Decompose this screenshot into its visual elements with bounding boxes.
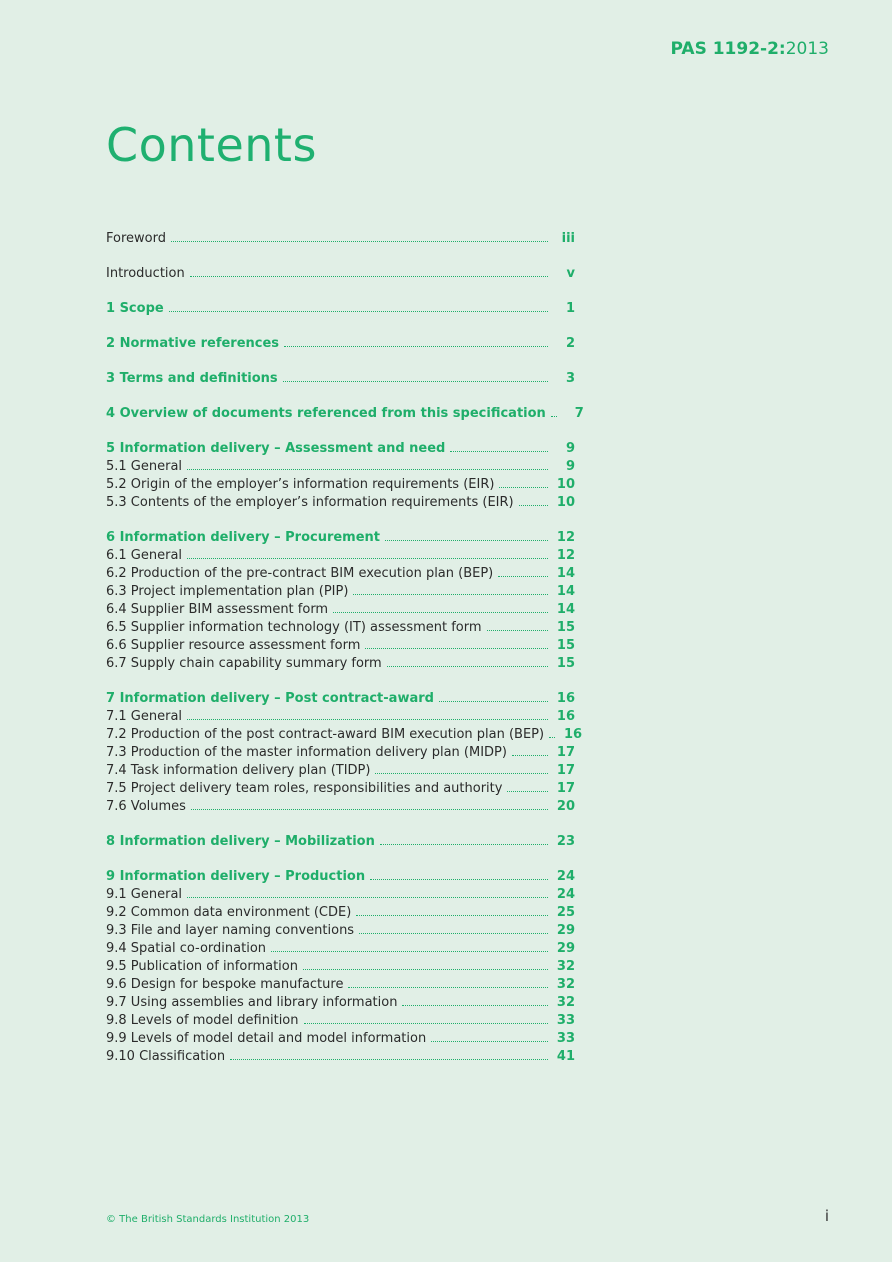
toc-entry-label: Foreword <box>106 231 166 246</box>
toc-entry-label: 5 Information delivery – Assessment and need <box>106 441 446 456</box>
toc-entry[interactable] <box>106 762 575 780</box>
toc-entry-page: 17 <box>556 745 575 760</box>
toc-entry-label: 6.7 Supply chain capability summary form <box>106 656 382 671</box>
toc-entry[interactable] <box>106 780 575 798</box>
toc-entry-label: 5.1 General <box>106 459 183 474</box>
toc-entry-label: 6 Information delivery – Procurement <box>106 530 381 545</box>
toc-entry[interactable] <box>106 1048 575 1066</box>
toc-entry-page: 2 <box>565 336 575 351</box>
toc-entry-page: 32 <box>556 995 575 1010</box>
toc-entry-label: 7.5 Project delivery team roles, responsibilities and authority <box>106 781 503 796</box>
toc-entry-page: 17 <box>556 781 575 796</box>
toc-entry-label: 1 Scope <box>106 301 164 316</box>
toc-section <box>106 690 583 816</box>
toc-entry-label: 9.4 Spatial co-ordination <box>106 941 267 956</box>
toc-entry-label: 9.3 File and layer naming conventions <box>106 923 355 938</box>
toc-entry-label: 7.4 Task information delivery plan (TIDP) <box>106 763 371 778</box>
toc-entry[interactable] <box>106 940 575 958</box>
toc-entry-page: iii <box>561 231 575 246</box>
toc-section <box>106 335 575 353</box>
dot-leader <box>387 665 548 667</box>
toc-entry-page: 25 <box>556 905 575 920</box>
toc-entry-page: 17 <box>556 763 575 778</box>
toc-entry-label: 6.6 Supplier resource assessment form <box>106 638 361 653</box>
toc-entry[interactable] <box>106 637 575 655</box>
toc-entry-page: 32 <box>556 959 575 974</box>
toc-entry-label: 7.2 Production of the post contract-award BIM execution plan (BEP) <box>106 727 545 742</box>
toc-entry-page: 33 <box>556 1031 575 1046</box>
toc-entry-page: 16 <box>564 727 583 742</box>
toc-entry[interactable] <box>106 565 575 583</box>
toc-entry-page: 10 <box>556 495 575 510</box>
toc-entry-page: 1 <box>565 301 575 316</box>
toc-entry-label: 2 Normative references <box>106 336 280 351</box>
toc-entry-label: 9.10 Classification <box>106 1049 226 1064</box>
dot-leader <box>304 1022 549 1024</box>
toc-section <box>106 405 584 423</box>
dot-leader <box>499 486 548 488</box>
toc-entry[interactable] <box>106 744 575 762</box>
dot-leader <box>402 1004 548 1006</box>
toc-entry-label: 9.2 Common data environment (CDE) <box>106 905 352 920</box>
dot-leader <box>356 914 548 916</box>
toc-entry[interactable] <box>106 922 575 940</box>
toc-entry-page: 15 <box>556 638 575 653</box>
toc-entry-page: 16 <box>556 709 575 724</box>
page-title: Contents <box>106 118 317 172</box>
toc-entry-label: 5.3 Contents of the employer’s information requirements (EIR) <box>106 495 514 510</box>
toc-entry[interactable] <box>106 619 575 637</box>
toc-entry-page: 23 <box>556 834 575 849</box>
toc-entry-page: 20 <box>556 799 575 814</box>
toc-entry[interactable] <box>106 886 575 904</box>
toc-entry-label: 9.7 Using assemblies and library information <box>106 995 398 1010</box>
toc-entry-label: 7.6 Volumes <box>106 799 186 814</box>
toc-entry-label: 5.2 Origin of the employer’s information requirements (EIR) <box>106 477 495 492</box>
dot-leader <box>431 1040 548 1042</box>
toc-entry[interactable] <box>106 1012 575 1030</box>
toc-entry[interactable] <box>106 976 575 994</box>
toc-entry-label: 6.5 Supplier information technology (IT) assessment form <box>106 620 482 635</box>
toc-entry-label: 3 Terms and definitions <box>106 371 278 386</box>
toc-entry-label: 6.2 Production of the pre-contract BIM execution plan (BEP) <box>106 566 494 581</box>
toc-entry-label: 9.6 Design for bespoke manufacture <box>106 977 344 992</box>
toc-entry-page: 33 <box>556 1013 575 1028</box>
toc-heading-entry[interactable] <box>106 405 584 423</box>
dot-leader <box>284 345 548 347</box>
toc-entry[interactable] <box>106 994 575 1012</box>
toc-entry-label: 9.9 Levels of model detail and model information <box>106 1031 427 1046</box>
dot-leader <box>303 968 548 970</box>
dot-leader <box>187 718 548 720</box>
document-code-number: PAS 1192-2: <box>670 39 786 59</box>
dot-leader <box>187 557 548 559</box>
toc-entry-page: 12 <box>556 530 575 545</box>
toc-entry-label: 6.1 General <box>106 548 183 563</box>
toc-entry[interactable] <box>106 726 583 744</box>
toc-section <box>106 230 575 248</box>
dot-leader <box>507 790 548 792</box>
toc-entry[interactable] <box>106 601 575 619</box>
toc-entry-page: 15 <box>556 656 575 671</box>
dot-leader <box>187 896 548 898</box>
dot-leader <box>498 575 548 577</box>
toc-entry-label: 7.1 General <box>106 709 183 724</box>
toc-entry-label: 7 Information delivery – Post contract-award <box>106 691 434 706</box>
toc-entry-label: 6.3 Project implementation plan (PIP) <box>106 584 349 599</box>
dot-leader <box>439 700 548 702</box>
dot-leader <box>333 611 548 613</box>
toc-section <box>106 833 575 851</box>
toc-entry-page: 15 <box>556 620 575 635</box>
toc-section <box>106 300 575 318</box>
dot-leader <box>370 878 548 880</box>
toc-entry[interactable] <box>106 547 575 565</box>
dot-leader <box>283 380 548 382</box>
toc-entry-label: Introduction <box>106 266 185 281</box>
toc-heading-entry[interactable] <box>106 833 575 851</box>
toc-heading-entry[interactable] <box>106 868 575 886</box>
toc-entry-page: 41 <box>556 1049 575 1064</box>
dot-leader <box>385 539 548 541</box>
toc-section <box>106 529 575 673</box>
toc-section <box>106 370 575 388</box>
dot-leader <box>348 986 548 988</box>
toc-entry[interactable] <box>106 265 575 283</box>
dot-leader <box>171 240 548 242</box>
toc-entry-page: 14 <box>556 566 575 581</box>
toc-entry-page: 10 <box>556 477 575 492</box>
dot-leader <box>230 1058 548 1060</box>
dot-leader <box>450 450 548 452</box>
toc-heading-entry[interactable] <box>106 335 575 353</box>
dot-leader <box>169 310 548 312</box>
document-code-year: 2013 <box>785 39 829 59</box>
toc-entry-page: 29 <box>556 923 575 938</box>
document-code <box>671 39 829 59</box>
toc-entry-page: 7 <box>574 406 584 421</box>
toc-entry-page: 14 <box>556 584 575 599</box>
toc-entry-page: 16 <box>556 691 575 706</box>
toc-entry[interactable] <box>106 583 575 601</box>
toc-entry-label: 8 Information delivery – Mobilization <box>106 834 375 849</box>
toc-section <box>106 265 575 283</box>
toc-entry[interactable] <box>106 958 575 976</box>
dot-leader <box>365 647 548 649</box>
toc-entry[interactable] <box>106 458 575 476</box>
toc-entry[interactable] <box>106 798 575 816</box>
toc-entry-page: 32 <box>556 977 575 992</box>
dot-leader <box>191 808 548 810</box>
toc-entry[interactable] <box>106 1030 575 1048</box>
toc-entry-label: 4 Overview of documents referenced from this specification <box>106 406 546 421</box>
toc-entry[interactable] <box>106 476 575 494</box>
toc-entry-label: 9.8 Levels of model definition <box>106 1013 299 1028</box>
toc-entry-page: 24 <box>556 869 575 884</box>
copyright-notice: © The British Standards Institution 2013 <box>106 1214 310 1225</box>
dot-leader <box>512 754 548 756</box>
toc-heading-entry[interactable] <box>106 690 575 708</box>
page-number: i <box>824 1207 829 1225</box>
toc-entry[interactable] <box>106 708 575 726</box>
dot-leader <box>187 468 548 470</box>
toc-heading-entry[interactable] <box>106 529 575 547</box>
toc-entry-label: 9 Information delivery – Production <box>106 869 366 884</box>
toc-entry-page: 3 <box>565 371 575 386</box>
toc-section <box>106 868 575 1066</box>
toc-entry-page: 12 <box>556 548 575 563</box>
dot-leader <box>375 772 548 774</box>
toc-entry-page: 14 <box>556 602 575 617</box>
dot-leader <box>487 629 548 631</box>
dot-leader <box>353 593 548 595</box>
table-of-contents <box>106 230 584 1083</box>
toc-entry[interactable] <box>106 904 575 922</box>
dot-leader <box>190 275 548 277</box>
toc-heading-entry[interactable] <box>106 300 575 318</box>
toc-entry-page: v <box>566 266 575 281</box>
dot-leader <box>519 504 548 506</box>
toc-heading-entry[interactable] <box>106 370 575 388</box>
toc-entry[interactable] <box>106 655 575 673</box>
dot-leader <box>380 843 548 845</box>
dot-leader <box>271 950 548 952</box>
toc-entry-label: 6.4 Supplier BIM assessment form <box>106 602 329 617</box>
toc-entry[interactable] <box>106 230 575 248</box>
toc-heading-entry[interactable] <box>106 440 575 458</box>
toc-entry-page: 9 <box>565 459 575 474</box>
toc-entry-page: 24 <box>556 887 575 902</box>
toc-section <box>106 440 575 512</box>
toc-entry-page: 29 <box>556 941 575 956</box>
toc-entry-label: 7.3 Production of the master information delivery plan (MIDP) <box>106 745 507 760</box>
toc-entry-label: 9.5 Publication of information <box>106 959 298 974</box>
toc-entry[interactable] <box>106 494 575 512</box>
toc-entry-label: 9.1 General <box>106 887 183 902</box>
toc-entry-page: 9 <box>565 441 575 456</box>
dot-leader <box>359 932 548 934</box>
